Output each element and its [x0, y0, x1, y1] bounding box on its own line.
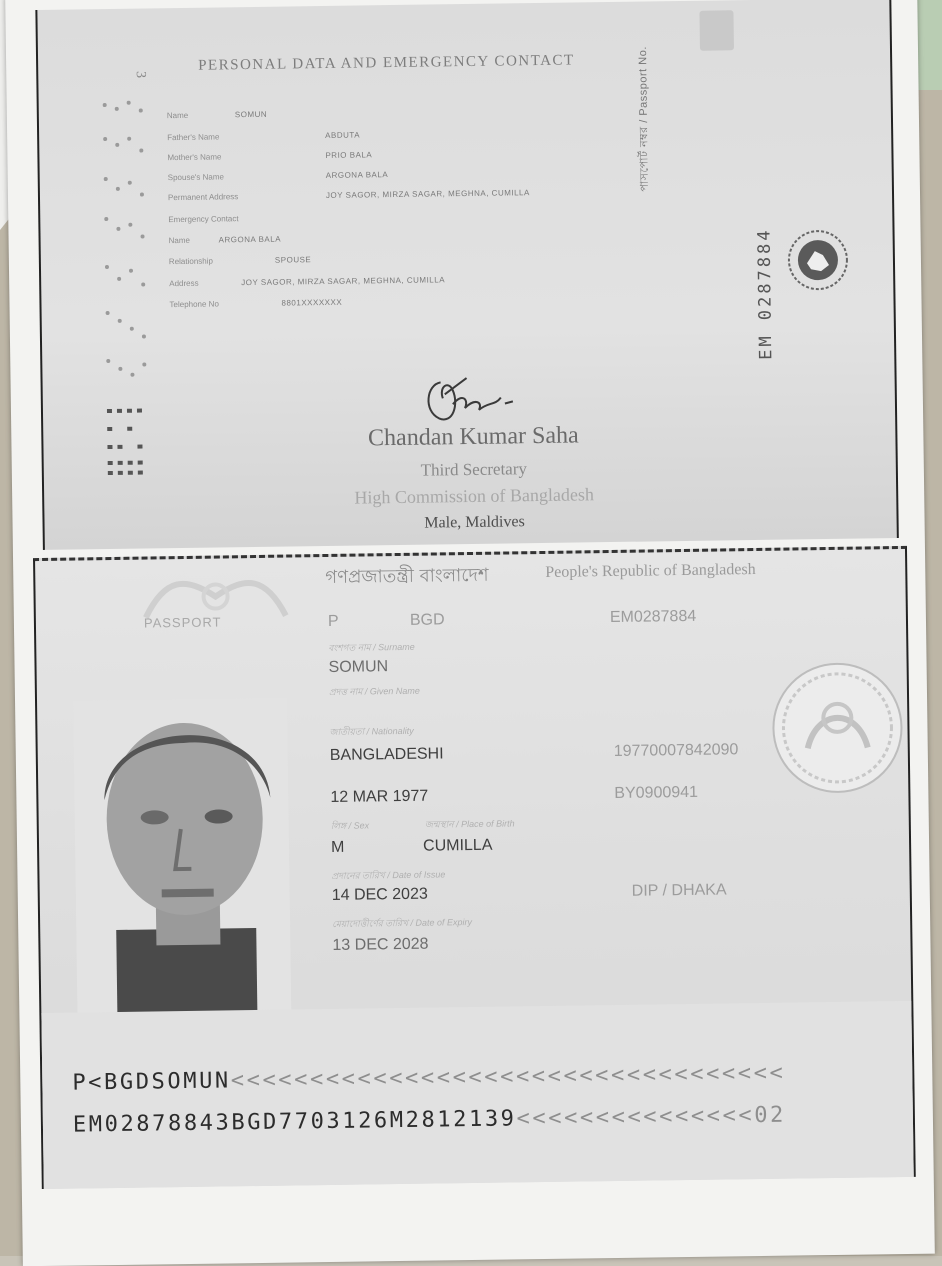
field-value-mother: PRIO BALA	[325, 150, 373, 160]
field-value-father: ABDUTA	[325, 130, 361, 140]
date-of-issue-caption: প্রদানের তারিখ / Date of Issue	[331, 869, 446, 881]
field-label-father: Father's Name	[167, 132, 220, 143]
sex-caption: লিঙ্গ / Sex	[330, 820, 370, 831]
signatory-org: High Commission of Bangladesh	[354, 484, 595, 508]
page-title: PERSONAL DATA AND EMERGENCY CONTACT	[198, 52, 575, 74]
date-of-expiry: 13 DEC 2028	[332, 935, 429, 954]
signatory-location: Male, Maldives	[424, 513, 525, 532]
nationality: BANGLADESHI	[329, 745, 444, 764]
passport-data-page	[33, 546, 916, 1189]
mrz-line-2-filler: <<<<<<<<<<<<<<<02	[516, 1102, 787, 1132]
date-of-issue: 14 DEC 2023	[331, 885, 428, 904]
signatory-title: Third Secretary	[420, 459, 528, 480]
em-value-relationship: SPOUSE	[274, 255, 312, 265]
hologram-seal-icon	[767, 657, 909, 799]
country-code: BGD	[409, 611, 445, 629]
passport-number: EM0287884	[609, 607, 697, 627]
emergency-heading: Emergency Contact	[168, 214, 239, 225]
mrz-line-1	[72, 1061, 785, 1096]
signatory-name: Chandan Kumar Saha	[367, 422, 579, 452]
passport-no-label: পাসপোর্ট নম্বর / Passport No.	[636, 46, 651, 192]
field-label-name: Name	[166, 110, 189, 121]
field-label-mother: Mother's Name	[167, 152, 222, 163]
field-label-spouse: Spouse's Name	[167, 172, 225, 183]
perforation-number-icon	[95, 98, 156, 479]
passport-no-vertical: EM 0287884	[754, 227, 777, 360]
mrz-line-2	[73, 1103, 786, 1138]
place-of-birth-caption: জন্মস্থান / Place of Birth	[424, 818, 515, 830]
em-value-name: ARGONA BALA	[218, 234, 282, 245]
em-value-address: JOY SAGOR, MIRZA SAGAR, MEGHNA, CUMILLA	[241, 275, 446, 288]
nationality-caption: জাতীয়তা / Nationality	[329, 725, 414, 737]
surname-caption: বংশগত নাম / Surname	[328, 641, 415, 653]
personal-number: 19770007842090	[613, 741, 739, 761]
mrz-line-1-filler: <<<<<<<<<<<<<<<<<<<<<<<<<<<<<<<<<<<	[230, 1060, 786, 1094]
personal-data-page	[35, 0, 898, 550]
document-label: PASSPORT	[143, 614, 222, 631]
photocopy-sheet	[5, 0, 935, 1266]
em-label-name: Name	[168, 235, 191, 246]
given-name-caption: প্রদত্ত নাম / Given Name	[328, 685, 420, 697]
page-number: 3	[132, 70, 148, 79]
field-value-address: JOY SAGOR, MIRZA SAGAR, MEGHNA, CUMILLA	[325, 188, 530, 200]
mrz-line-2-data: EM02878843BGD7703126M2812139	[72, 1106, 517, 1138]
previous-passport: BY0900941	[614, 783, 699, 802]
surname: SOMUN	[328, 658, 389, 676]
mrz-zone	[41, 1001, 913, 1189]
issuing-authority: DIP / DHAKA	[631, 881, 727, 900]
date-of-expiry-caption: মেয়াদোত্তীর্ণের তারিখ / Date of Expiry	[332, 917, 473, 929]
field-value-spouse: ARGONA BALA	[325, 170, 389, 180]
em-label-relationship: Relationship	[168, 256, 213, 267]
field-value-name: SOMUN	[234, 109, 268, 120]
field-label-address: Permanent Address	[167, 192, 239, 203]
header-english: People's Republic of Bangladesh	[545, 561, 756, 581]
embassy-stamp-icon	[787, 229, 850, 292]
header-bangla: গণপ্রজাতন্ত্রী বাংলাদেশ	[325, 564, 489, 589]
page-corner-mark	[699, 10, 734, 50]
em-label-address: Address	[169, 278, 199, 289]
em-label-telephone: Telephone No	[169, 299, 219, 310]
place-of-birth: CUMILLA	[422, 836, 493, 855]
sex: M	[330, 838, 345, 856]
em-value-telephone: 8801XXXXXXX	[281, 297, 343, 308]
mrz-line-1-data: P<BGDSOMUN	[72, 1068, 231, 1096]
document-type: P	[327, 612, 339, 630]
date-of-birth: 12 MAR 1977	[330, 787, 429, 806]
holder-photo	[73, 698, 291, 1019]
